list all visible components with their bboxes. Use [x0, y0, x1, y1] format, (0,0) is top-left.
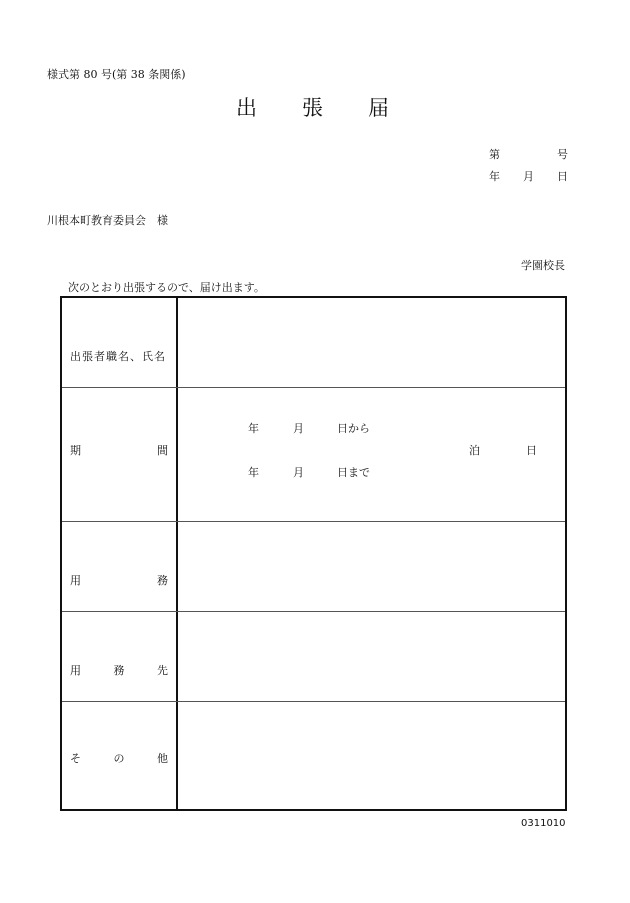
title-char-3: 届	[368, 96, 389, 120]
to-year-label: 年	[248, 466, 259, 479]
date-month-label: 月	[523, 170, 534, 183]
traveler-label-cell	[62, 298, 178, 387]
business-label: 用 務	[70, 574, 168, 587]
addressee: 川根本町教育委員会 様	[47, 214, 168, 227]
title-char-2: 張	[302, 96, 323, 120]
row-period	[62, 388, 565, 522]
trip-form-table	[60, 296, 567, 811]
doc-number-label: 第	[489, 148, 500, 161]
doc-number-suffix: 号	[557, 148, 568, 161]
footer-code: 0311010	[521, 818, 566, 829]
destination-label: 用 務 先	[70, 664, 168, 677]
destination-value-cell[interactable]	[178, 612, 565, 701]
business-value-cell[interactable]	[178, 522, 565, 611]
traveler-value-cell[interactable]	[178, 298, 565, 387]
intro-text: 次のとおり出張するので、届け出ます。	[68, 281, 265, 294]
row-other	[62, 702, 565, 809]
other-label-cell	[62, 702, 178, 809]
business-label-cell	[62, 522, 178, 611]
from-month-label: 月	[293, 422, 304, 435]
period-label: 期 間	[70, 444, 168, 457]
period-value-cell[interactable]	[178, 388, 565, 521]
from-year-label: 年	[248, 422, 259, 435]
other-value-cell[interactable]	[178, 702, 565, 809]
to-day-label: 日まで	[337, 466, 370, 479]
from-day-label: 日から	[337, 422, 370, 435]
destination-label-cell	[62, 612, 178, 701]
nights-label: 泊	[469, 444, 480, 457]
other-label: そ の 他	[70, 752, 168, 765]
days-label: 日	[526, 444, 537, 457]
row-traveler	[62, 298, 565, 388]
date-day-label: 日	[557, 170, 568, 183]
row-destination	[62, 612, 565, 702]
sender: 学園校長	[521, 259, 565, 272]
to-month-label: 月	[293, 466, 304, 479]
date-year-label: 年	[489, 170, 500, 183]
period-label-cell	[62, 388, 178, 521]
traveler-label: 出張者職名、氏名	[70, 350, 166, 363]
form-number: 様式第 80 号(第 38 条関係)	[47, 68, 186, 81]
row-business	[62, 522, 565, 612]
title-char-1: 出	[236, 96, 257, 120]
